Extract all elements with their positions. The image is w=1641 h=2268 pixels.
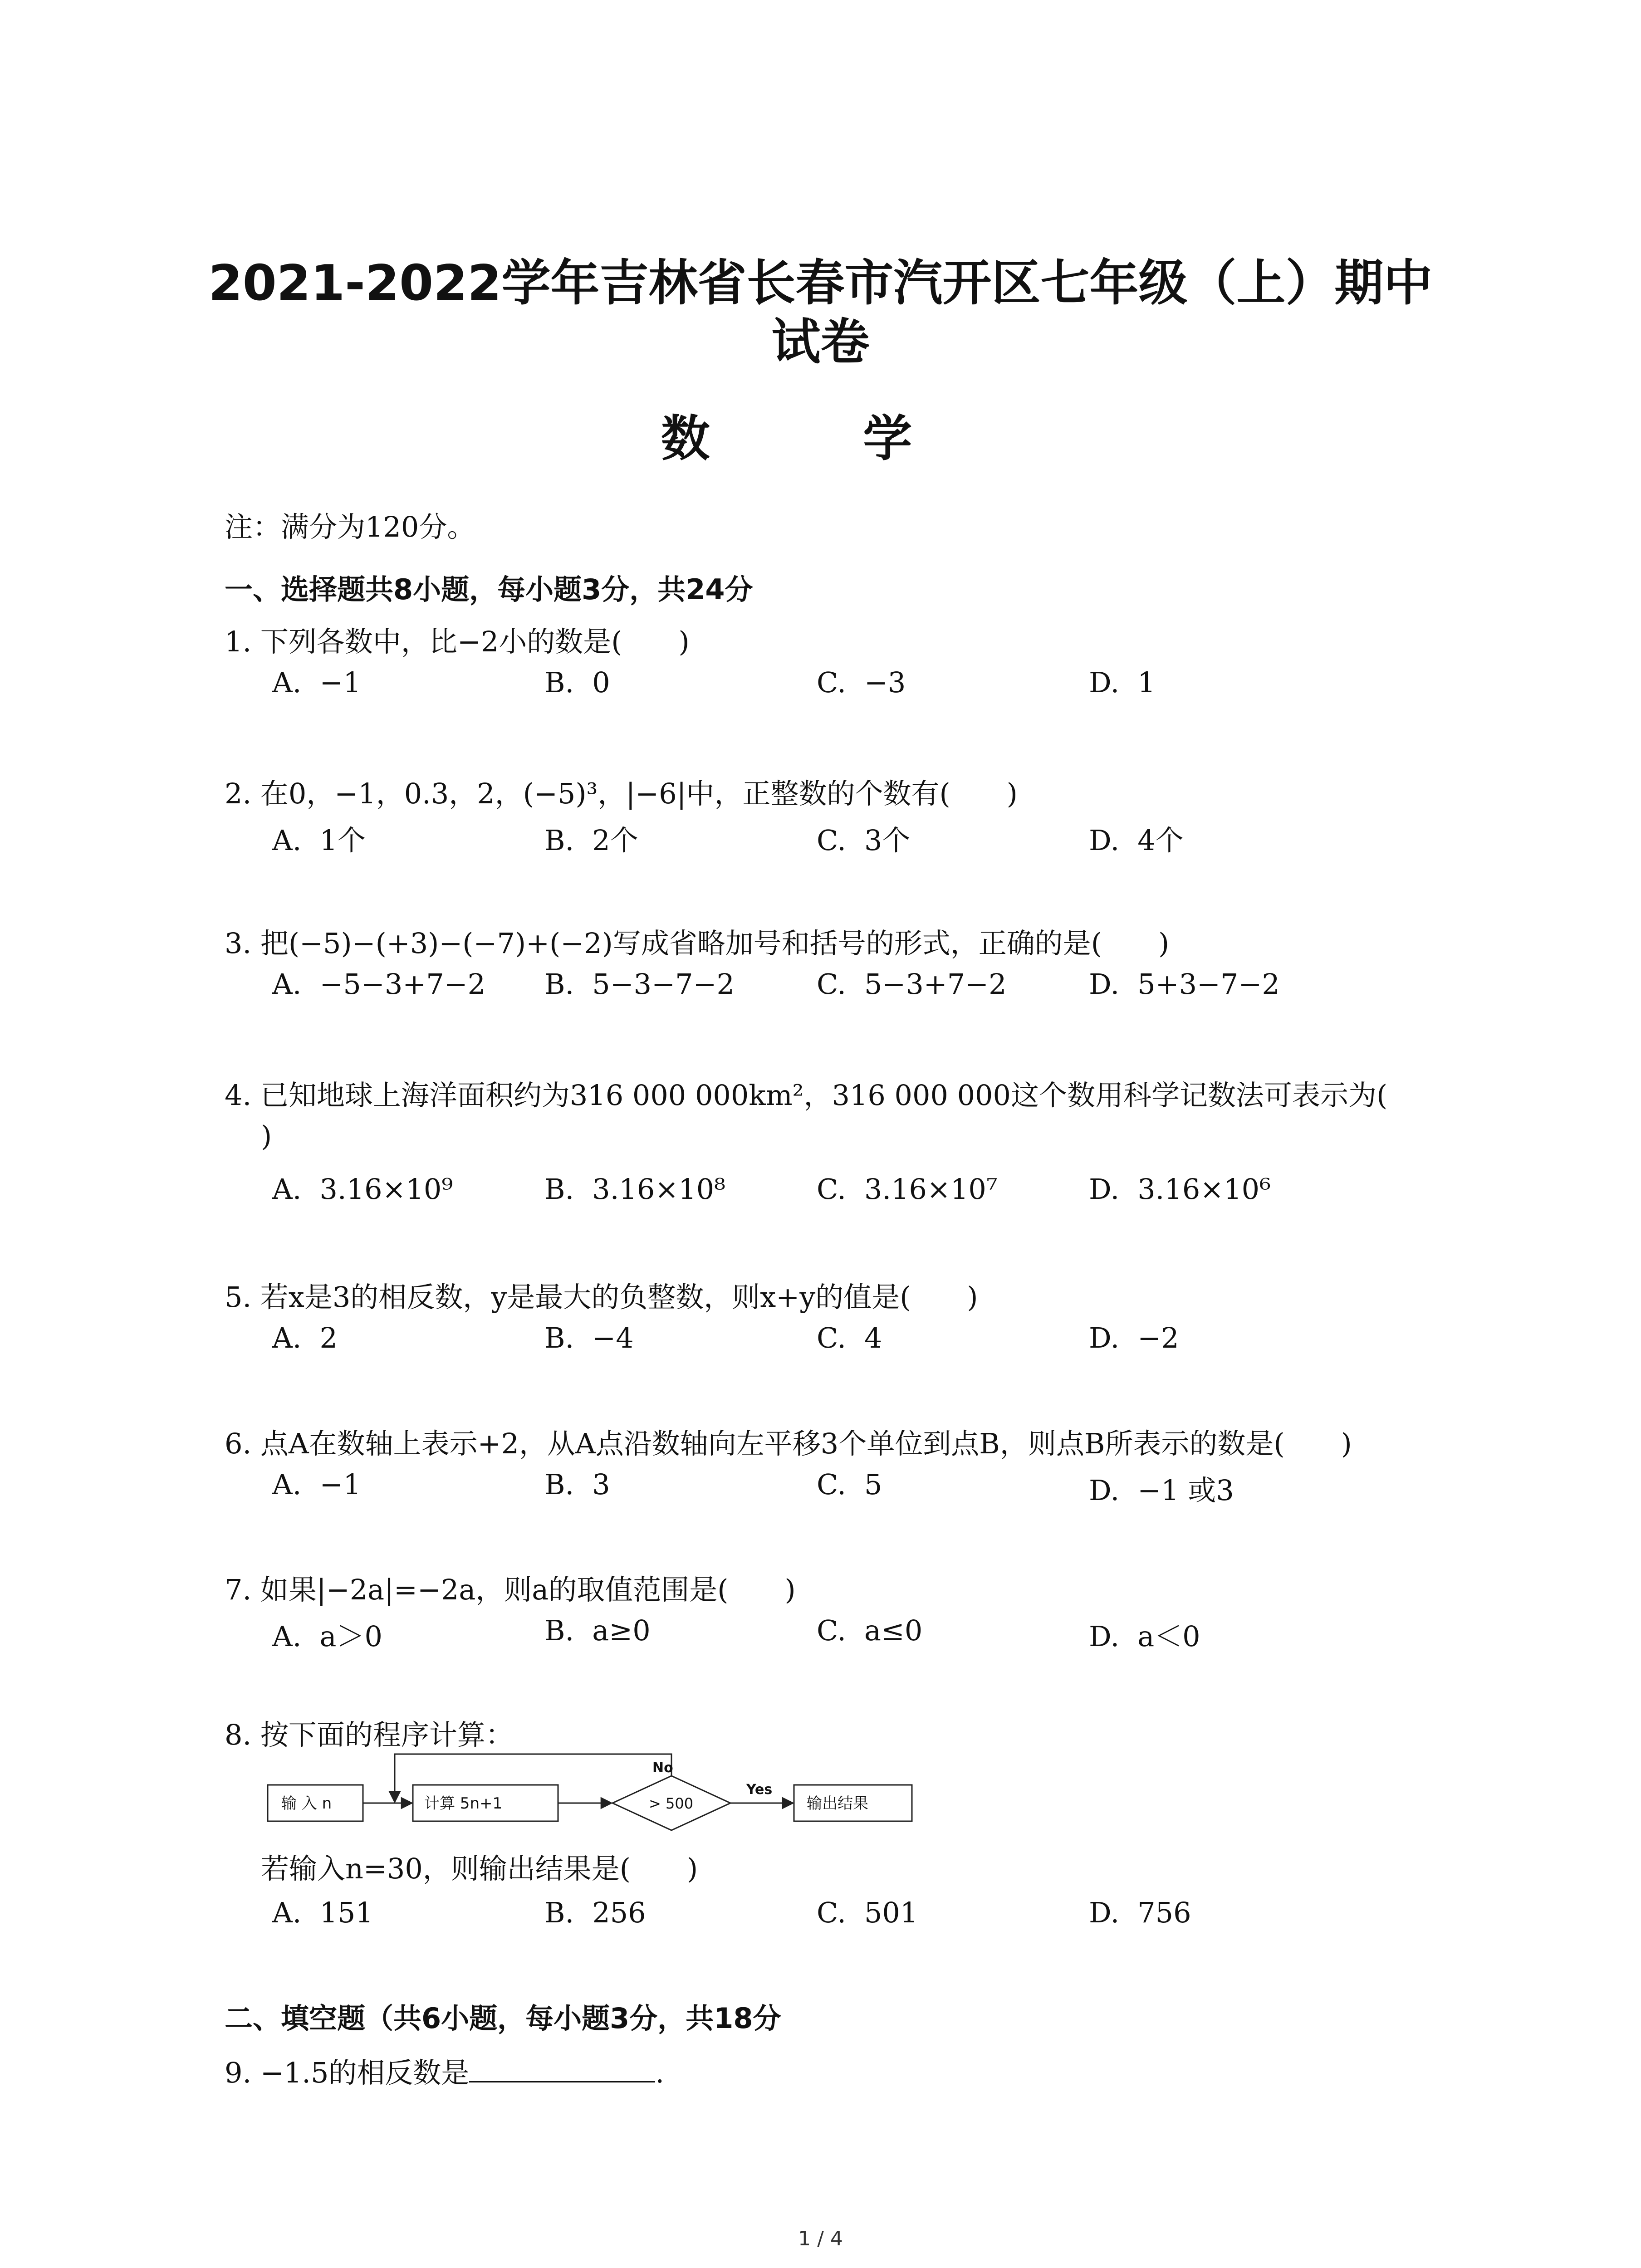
question-9 — [225, 2050, 664, 2091]
option-c: C. 5−3+7−2 — [817, 968, 1007, 1001]
page-number: 1 / 4 — [798, 2227, 843, 2250]
compute-box-label: 计算 5n+1 — [424, 1794, 503, 1813]
no-label: No — [652, 1760, 673, 1776]
option-c: C. 501 — [817, 1896, 918, 1929]
option-b: B. 5−3−7−2 — [544, 968, 735, 1001]
question-9-stem: 9. −1.5的相反数是 — [225, 2056, 470, 2089]
option-a: A. −5−3+7−2 — [272, 968, 486, 1001]
score-note: 注：满分为120分。 — [225, 510, 475, 543]
option-b: B. 2个 — [544, 824, 638, 857]
option-c: C. 5 — [817, 1468, 882, 1501]
question-4-stem: 4. 已知地球上海洋面积约为316 000 000km²，316 000 000这个数用科学记数法可表示为( — [225, 1079, 1388, 1112]
option-b: B. a≥0 — [544, 1614, 651, 1647]
question-7-stem: 7. 如果|−2a|=−2a，则a的取值范围是( ) — [225, 1573, 796, 1606]
option-d: D. −1 或3 — [1089, 1474, 1234, 1507]
option-a: A. 3.16×10⁹ — [272, 1173, 453, 1206]
option-a: A. a＞0 — [272, 1620, 382, 1653]
question-6-stem: 6. 点A在数轴上表示+2，从A点沿数轴向左平移3个单位到点B，则点B所表示的数是( ) — [225, 1427, 1352, 1460]
question-8-prompt: 若输入n=30，则输出结果是( ) — [261, 1852, 698, 1885]
section2-heading: 二、填空题（共6小题，每小题3分，共18分 — [225, 2002, 781, 2035]
question-8-stem: 8. 按下面的程序计算： — [225, 1718, 514, 1751]
output-box-label: 输出结果 — [807, 1794, 868, 1813]
question-4-options — [272, 1173, 1406, 1209]
question-8-options — [272, 1896, 1406, 1932]
option-c: C. −3 — [817, 666, 906, 699]
question-4-stem-continued: ) — [261, 1119, 272, 1153]
option-c: C. 3个 — [817, 824, 911, 857]
option-a: A. 2 — [272, 1321, 338, 1354]
program-flowchart — [263, 1749, 926, 1839]
yes-label: Yes — [746, 1782, 773, 1798]
question-2-options — [272, 818, 1406, 857]
question-5-stem: 5. 若x是3的相反数，y是最大的负整数，则x+y的值是( ) — [225, 1281, 978, 1314]
input-box-label: 输 入 n — [281, 1794, 332, 1813]
option-d: D. −2 — [1089, 1321, 1179, 1354]
option-a: A. 1个 — [272, 824, 366, 857]
exam-title-line1: 2021-2022学年吉林省长春市汽开区七年级（上）期中 — [208, 255, 1433, 312]
option-d: D. 756 — [1089, 1896, 1191, 1929]
option-b: B. −4 — [544, 1321, 634, 1354]
option-d: D. 3.16×10⁶ — [1089, 1173, 1271, 1206]
option-c: C. a≤0 — [817, 1614, 923, 1647]
question-1-options — [272, 666, 1406, 702]
option-d: D. 4个 — [1089, 824, 1184, 857]
option-b: B. 256 — [544, 1896, 646, 1929]
question-6-options — [272, 1468, 1406, 1507]
option-d: D. 5+3−7−2 — [1089, 968, 1280, 1001]
option-c: C. 3.16×10⁷ — [817, 1173, 998, 1206]
section1-heading: 一、选择题共8小题，每小题3分，共24分 — [225, 573, 753, 606]
option-d: D. 1 — [1089, 666, 1156, 699]
option-b: B. 0 — [544, 666, 610, 699]
option-b: B. 3 — [544, 1468, 610, 1501]
exam-title-line2: 试卷 — [771, 314, 870, 371]
condition-label: > 500 — [649, 1795, 694, 1812]
option-d: D. a＜0 — [1089, 1620, 1200, 1653]
option-a: A. −1 — [272, 1468, 361, 1501]
option-c: C. 4 — [817, 1321, 882, 1354]
option-b: B. 3.16×10⁸ — [544, 1173, 726, 1206]
question-3-stem: 3. 把(−5)−(+3)−(−7)+(−2)写成省略加号和括号的形式，正确的是( ) — [225, 927, 1170, 960]
option-a: A. −1 — [272, 666, 361, 699]
answer-blank[interactable] — [469, 2058, 655, 2082]
question-3-options — [272, 968, 1406, 1004]
option-a: A. 151 — [272, 1896, 373, 1929]
question-2-stem: 2. 在0，−1，0.3，2，(−5)³，|−6|中，正整数的个数有( ) — [225, 777, 1018, 810]
exam-subject: 数 学 — [661, 411, 980, 467]
question-5-options — [272, 1321, 1406, 1358]
question-7-options — [272, 1614, 1406, 1653]
question-1-stem: 1. 下列各数中，比−2小的数是( ) — [225, 625, 690, 658]
question-9-period: . — [655, 2056, 665, 2089]
